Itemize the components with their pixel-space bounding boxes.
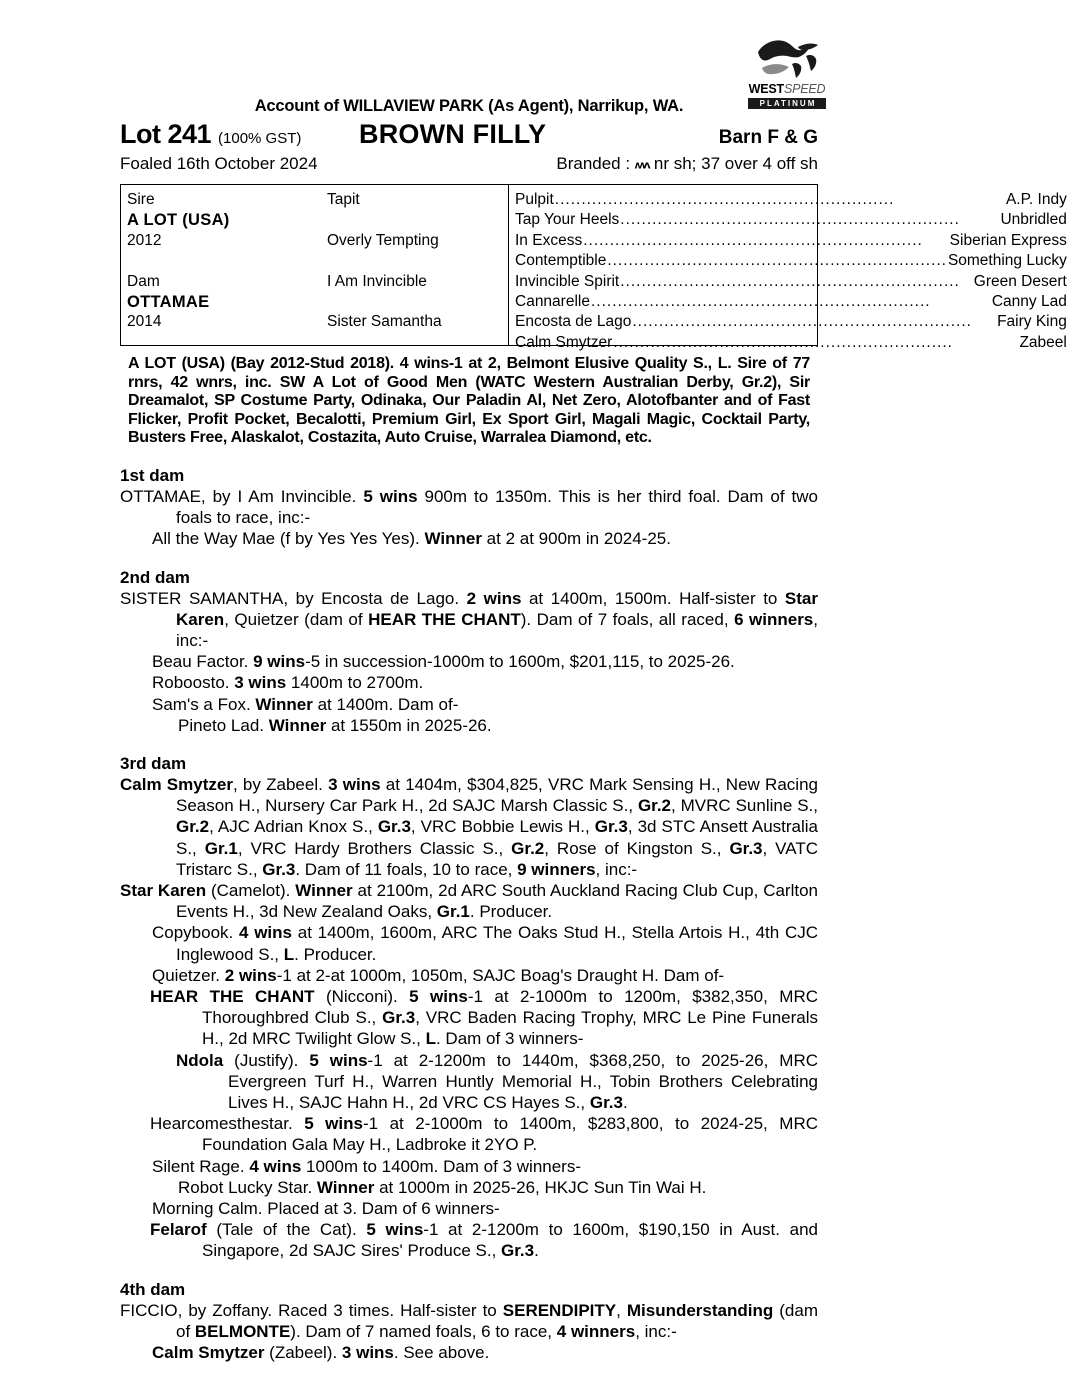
pedigree-table [120, 184, 1067, 351]
txt: 1000m to 1400m. Dam of 3 winners- [301, 1156, 581, 1176]
winner-tag: Winner [268, 715, 327, 735]
pedigree-left-columns [121, 185, 508, 345]
wins-count: 5 wins [304, 1114, 363, 1134]
grade-tag: Gr.3 [729, 838, 763, 858]
first-dam-progeny [120, 528, 818, 549]
txt: at 1400m. Dam of- [312, 694, 459, 714]
gp-left: Pulpit [515, 191, 554, 208]
wins-count: 4 wins [249, 1156, 302, 1176]
great-grandparent-row [515, 210, 1067, 230]
txt: , by Zabeel. [232, 775, 329, 794]
winner-tag: Winner [295, 881, 353, 901]
great-grandparent-row [515, 292, 1067, 312]
grade-tag: Gr.2 [176, 817, 210, 837]
txt: Sam's a Fox. [152, 694, 256, 714]
gp-right: Canny Lad [991, 293, 1067, 311]
branded-info [556, 153, 818, 176]
txt: FICCIO, by Zoffany. Raced 3 times. Half-sister to [120, 1300, 503, 1320]
gp-right: A.P. Indy [1005, 191, 1067, 208]
txt: at 1400m, 1500m. Half-sister to [521, 588, 785, 608]
grade-tag: Gr.3 [377, 817, 411, 837]
great-grandparent-row [515, 272, 1067, 292]
txt: All the Way Mae (f by Yes Yes Yes). [152, 529, 425, 549]
gp-right: Unbridled [1000, 211, 1067, 229]
txt: at 2100m, 2d ARC South Auckland Racing Club Cup, Carlton Events H., 3d New Zealand Oaks, [176, 881, 819, 922]
txt: . [622, 1093, 628, 1113]
txt: . Dam of 11 foals, 10 to race, [295, 859, 518, 879]
leader-dots: ................................................................ [613, 333, 953, 351]
txt: 900m to 1350m. This is her third foal. Dam of two foals to race, inc:- [176, 486, 818, 528]
txt: Hearcomesthestar. [150, 1114, 305, 1134]
grade-tag: Gr.3 [382, 1008, 416, 1028]
stakes-winner-name: SERENDIPITY [502, 1300, 617, 1320]
lot-identifier [120, 119, 355, 150]
fourth-dam-progeny [120, 1342, 818, 1363]
txt: Beau Factor. [152, 652, 254, 672]
fourth-dam-heading: 4th dam [120, 1279, 186, 1299]
stakes-winner-name: HEAR THE CHANT [368, 609, 521, 629]
txt: , [616, 1300, 627, 1320]
first-dam-heading: 1st dam [120, 465, 185, 485]
grade-tag: Gr.2 [511, 838, 545, 858]
txt: , inc:- [595, 859, 638, 879]
winners-count: 6 winners [734, 609, 814, 629]
grade-tag: Gr.3 [589, 1093, 623, 1113]
gp-left: Tap Your Heels [515, 211, 620, 229]
westspeed-platinum-logo [748, 34, 826, 110]
txt: , MVRC Sunline S., [671, 796, 818, 816]
leader-dots: ................................................................ [620, 211, 960, 229]
first-dam-line [120, 486, 818, 528]
relative-name: Star Karen [176, 588, 818, 629]
third-dam-progeny [120, 1198, 818, 1219]
txt: . Producer. [294, 944, 377, 964]
sire-summary-paragraph: A LOT (USA) (Bay 2012-Stud 2018). 4 wins-1 at 2, Belmont Elusive Quality S., L. Sire of 77 rnrs, 42 wnrs, inc. SW A Lot of Good Men (WATC Western Australian Derby, Gr.2), Sir Dreamalot, SP Costume Party, Odinaka, Our Paladin Al, Net Zero, Alotofbanter and of Fast Flicker, Profit Pocket, Becalotti, Premium Girl, Ex Sport Girl, Magali Magic, Cocktail Party, Busters Free, Alaskalot, Costazita, Auto Cruise, Warralea Diamond, etc. [128, 355, 810, 447]
sire-name: A LOT (USA) [127, 211, 230, 230]
stakes-winner-name: HEAR THE CHANT [150, 987, 315, 1007]
leader-dots: ................................................................ [583, 231, 923, 249]
horse-colour-sex: BROWN FILLY [359, 119, 547, 149]
dam-of-sire: Overly Tempting [327, 231, 439, 249]
grade-tag: Gr.1 [436, 902, 470, 922]
dam-name: Calm Smytzer [152, 1343, 265, 1363]
horse-name: Ndola [176, 1050, 224, 1070]
txt: at 1400m, 1600m, ARC The Oaks Stud H., Stella Artois H., 4th CJC Inglewood S., [176, 923, 818, 964]
winners-count: 9 winners [517, 859, 596, 879]
third-dam-progeny [120, 965, 818, 986]
grade-tag: Gr.3 [501, 1241, 535, 1261]
stakes-winner-name: BELMONTE [194, 1321, 291, 1341]
gp-right: Fairy King [997, 313, 1067, 331]
relative-name: Misunderstanding [626, 1300, 774, 1320]
txt: . See above. [393, 1343, 490, 1363]
great-grandparent-row [515, 333, 1067, 353]
winners-count: 4 winners [556, 1321, 636, 1341]
txt: (Tale of the Cat). [206, 1220, 367, 1240]
third-dam-line [120, 774, 818, 880]
dam-of-dam: Sister Samantha [327, 313, 442, 331]
logo-platinum-band: PLATINUM [748, 98, 826, 109]
wins-count: 3 wins [328, 775, 381, 794]
listed-tag: L [425, 1029, 436, 1049]
logo-word-west: WEST [748, 82, 784, 96]
foaled-date: Foaled 16th October 2024 [120, 154, 318, 173]
wins-count: 9 wins [253, 652, 306, 672]
dam-name: Calm Smytzer [120, 775, 233, 794]
winner-tag: Winner [316, 1177, 375, 1197]
great-grandparent-row [515, 231, 1067, 251]
pedigree-grandparents-column [327, 190, 508, 345]
third-dam-grandprogeny [120, 1177, 818, 1198]
txt: (dam of [176, 1300, 818, 1341]
listed-tag: L [283, 944, 295, 964]
txt: , VATC Tristarc S., [176, 838, 818, 879]
sire-label: Sire [127, 191, 155, 208]
wins-count: 5 wins [309, 1050, 368, 1070]
txt: -1 at 2-1200m to 1440m, $368,250, to 2025-26, MRC Evergreen Turf H., Warren Huntly Memorial H., Tobin Brothers Celebrating Lives H., SAJC Hahn H., 2d VRC CS Hayes S., [228, 1050, 819, 1113]
horse-logo-icon [748, 34, 826, 82]
dam-label: Dam [127, 272, 160, 290]
gp-right: Green Desert [973, 272, 1067, 290]
txt: , Quietzer (dam of [224, 609, 369, 629]
third-dam-grandprogeny [120, 1219, 818, 1261]
txt: Copybook. [152, 923, 240, 943]
txt: SISTER SAMANTHA, by Encosta de Lago. [120, 588, 467, 608]
txt: Roboosto. [152, 673, 235, 693]
txt: -1 at 2-at 1000m, 1050m, SAJC Boag's Draught H. Dam of- [276, 965, 725, 985]
leader-dots: ................................................................ [590, 293, 931, 311]
lot-number: Lot 241 [120, 119, 212, 149]
wins-count: 5 wins [363, 486, 418, 506]
grade-tag: Gr.2 [637, 796, 672, 816]
wins-count: 4 wins [239, 923, 292, 943]
fourth-dam-line [120, 1300, 818, 1342]
txt: -5 in succession-1000m to 1600m, $201,115, to 2025-26. [305, 652, 735, 672]
leader-dots: ................................................................ [554, 191, 895, 208]
grade-tag: Gr.3 [594, 817, 628, 837]
account-line: Account of WILLAVIEW PARK (As Agent), Narrikup, WA. [254, 97, 684, 115]
wins-count: 3 wins [341, 1343, 394, 1363]
gp-left: In Excess [515, 231, 583, 249]
gp-left: Cannarelle [515, 293, 590, 311]
gp-right: Zabeel [1019, 333, 1067, 351]
third-dam-heading: 3rd dam [120, 754, 187, 773]
second-dam-line [120, 588, 818, 652]
winner-tag: Winner [255, 694, 313, 714]
grade-tag: Gr.3 [262, 859, 296, 879]
third-dam-progeny [120, 880, 818, 922]
winner-tag: Winner [424, 529, 482, 549]
leader-dots: ................................................................ [607, 252, 947, 270]
txt: -1 at 2-1200m to 1600m, $190,150 in Aust. and Singapore, 2d SAJC Sires' Produce S., [202, 1220, 819, 1261]
second-dam-heading: 2nd dam [120, 567, 190, 587]
txt: ). Dam of 7 named foals, 6 to race, [290, 1321, 557, 1341]
branded-text: nr sh; 37 over 4 off sh [649, 154, 818, 173]
gp-left: Invincible Spirit [515, 272, 620, 290]
sire-year: 2012 [127, 231, 162, 249]
wins-count: 5 wins [366, 1220, 424, 1240]
txt: OTTAMAE, by I Am Invincible. [120, 486, 364, 506]
dam-name: OTTAMAE [127, 293, 210, 312]
wins-count: 2 wins [224, 965, 277, 985]
third-dam-greatgrandprogeny [120, 1050, 818, 1114]
txt: at 1404m, $304,825, VRC Mark Sensing H., New Racing Season H., Nursery Car Park H., 2d SAJC Marsh Classic S., [176, 775, 818, 816]
gp-right: Siberian Express [949, 231, 1067, 249]
txt: (Justify). [223, 1050, 310, 1070]
third-dam-grandprogeny [120, 986, 818, 1050]
txt: 1400m to 2700m. [286, 673, 424, 693]
gp-left: Contemptible [515, 252, 607, 270]
wins-count: 5 wins [409, 987, 468, 1007]
txt: , VRC Baden Racing Trophy, MRC Le Pine Funerals H., 2d MRC Twilight Glow S., [202, 1008, 818, 1049]
txt: , inc:- [635, 1321, 677, 1341]
gp-right: Something Lucky [947, 252, 1067, 270]
third-dam-progeny [120, 922, 818, 964]
txt: -1 at 2-1000m to 1200m, $382,350, MRC Thoroughbred Club S., [202, 987, 818, 1028]
txt: , inc:- [176, 609, 818, 650]
branded-label: Branded : [556, 154, 635, 173]
gp-left: Encosta de Lago [515, 313, 632, 331]
txt: . Producer. [469, 902, 553, 922]
txt: , 3d STC Ansett Australia S., [176, 817, 819, 858]
brand-symbol-icon: ʍʌ [634, 158, 650, 171]
second-dam-progeny [120, 651, 818, 672]
grade-tag: Gr.1 [204, 838, 238, 858]
txt: (Zabeel). [264, 1343, 342, 1363]
pedigree-great-grandparents-column [508, 185, 1072, 351]
lot-gst-note: (100% GST) [218, 130, 302, 147]
txt: Silent Rage. [152, 1156, 250, 1176]
great-grandparent-row [515, 251, 1067, 271]
txt: . Dam of 3 winners- [435, 1029, 584, 1049]
third-dam-progeny [120, 1156, 818, 1177]
txt: Pineto Lad. [178, 715, 269, 735]
txt: (Camelot). [206, 881, 296, 901]
txt: , Rose of Kingston S., [544, 838, 730, 858]
txt: , VRC Hardy Brothers Classic S., [237, 838, 512, 858]
second-dam-progeny [120, 672, 818, 693]
txt: Morning Calm. Placed at 3. Dam of 6 winners- [152, 1199, 500, 1219]
logo-word-speed: SPEED [783, 82, 826, 96]
third-dam-greatgrandprogeny [120, 1113, 818, 1155]
lot-header-row [120, 119, 818, 151]
great-grandparent-row [515, 190, 1067, 210]
txt: Robot Lucky Star. [178, 1177, 317, 1197]
pedigree-parents-column [127, 190, 327, 345]
txt: at 1550m in 2025-26. [326, 715, 492, 735]
second-dam-grandprogeny [120, 715, 818, 736]
txt: Quietzer. [152, 965, 225, 985]
dam-year: 2014 [127, 313, 162, 331]
sire-of-dam: I Am Invincible [327, 272, 427, 290]
txt: , VRC Bobbie Lewis H., [410, 817, 595, 837]
logo-wordmark [748, 83, 826, 96]
wins-count: 3 wins [234, 673, 287, 693]
sire-of-sire: Tapit [327, 191, 360, 208]
great-grandparent-row [515, 312, 1067, 332]
txt: at 1000m in 2025-26, HKJC Sun Tin Wai H. [374, 1177, 707, 1197]
second-dam-progeny [120, 694, 818, 715]
leader-dots: ................................................................ [632, 313, 972, 331]
foaled-branded-row [120, 153, 818, 176]
wins-count: 2 wins [466, 588, 522, 608]
txt: . [534, 1241, 539, 1261]
txt: ). Dam of 7 foals, all raced, [520, 609, 735, 629]
leader-dots: ................................................................ [620, 272, 960, 290]
txt: at 2 at 900m in 2024-25. [481, 529, 671, 549]
txt: , AJC Adrian Knox S., [209, 817, 378, 837]
horse-name: Felarof [150, 1220, 207, 1240]
txt: (Nicconi). [314, 987, 410, 1007]
txt: -1 at 2-1000m to 1400m, $283,800, to 2024-25, MRC Foundation Gala May H., Ladbroke it 2YO P. [202, 1114, 819, 1155]
horse-name: Star Karen [120, 881, 207, 901]
gp-left: Calm Smytzer [515, 333, 613, 351]
barn-location: Barn F & G [718, 127, 818, 148]
